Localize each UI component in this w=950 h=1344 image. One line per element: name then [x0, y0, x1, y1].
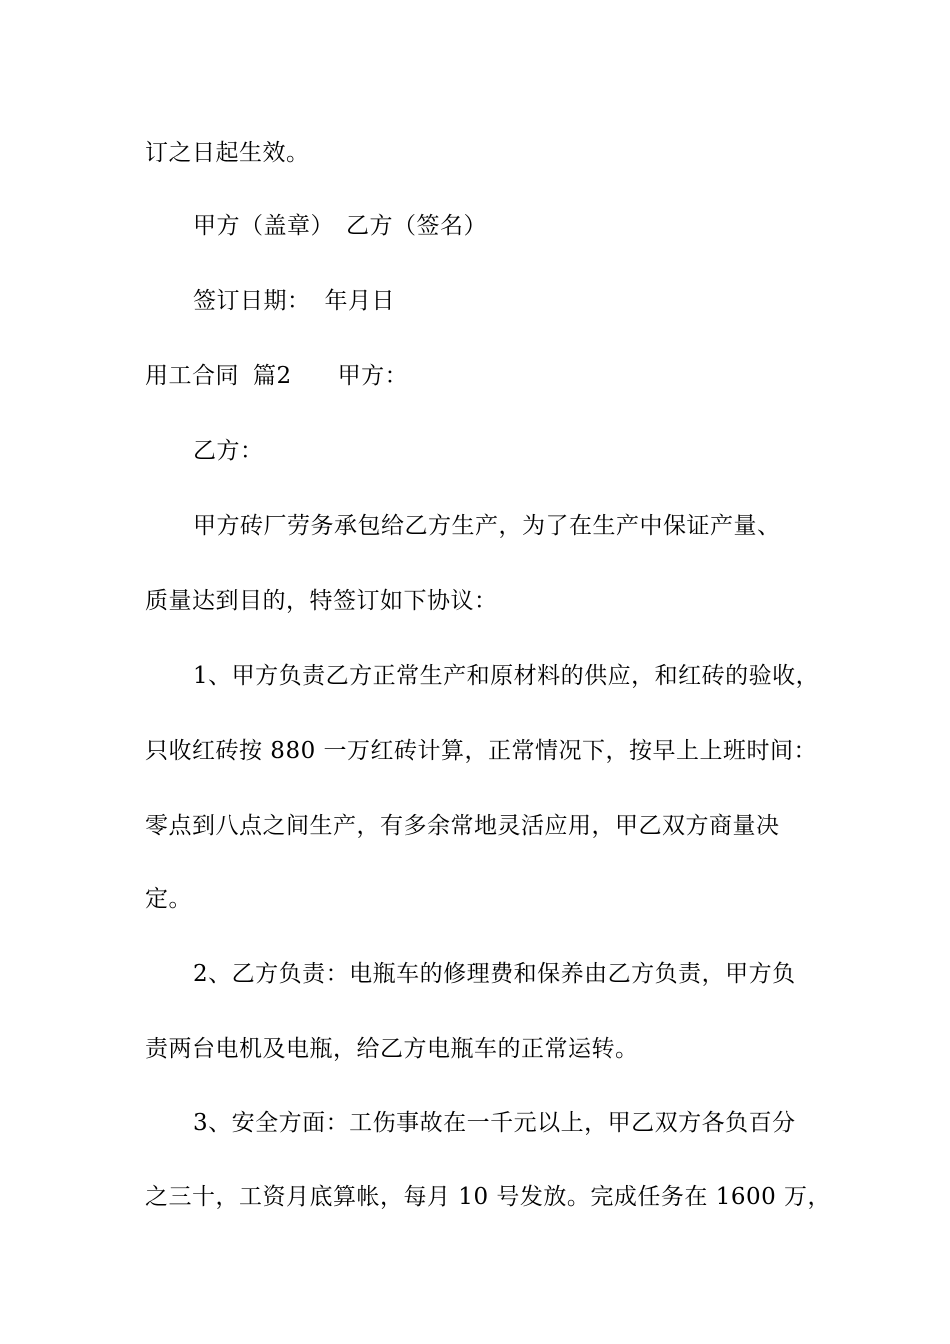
text-fragment: 2、乙方负责：电瓶车的修理费和保养由乙方负责，甲方负 — [193, 961, 796, 987]
text-line — [145, 138, 310, 168]
sign-date-value: 年月日 — [324, 288, 395, 314]
party-a-seal-label: 甲方（盖章） — [193, 213, 334, 239]
clause-2-line — [193, 959, 796, 989]
section-number: 篇2 — [253, 363, 292, 389]
paragraph-line — [145, 1034, 639, 1064]
section-heading-line — [145, 361, 408, 391]
text-fragment: 责两台电机及电瓶，给乙方电瓶车的正常运转。 — [145, 1036, 639, 1062]
party-a-label: 甲方： — [337, 363, 409, 389]
text-fragment: 之三十，工资月底算帐，每月 10 号发放。完成任务在 1600 万， — [145, 1184, 832, 1210]
text-fragment: 质量达到目的，特签订如下协议： — [145, 588, 498, 614]
paragraph-line — [193, 511, 781, 541]
party-b-signature-label: 乙方（签名） — [346, 213, 487, 239]
paragraph-line — [145, 884, 192, 914]
text-fragment: 订之日起生效。 — [145, 140, 310, 166]
sign-date-line — [193, 286, 395, 316]
text-fragment: 定。 — [145, 886, 192, 912]
paragraph-line — [145, 1182, 831, 1212]
text-fragment: 1、甲方负责乙方正常生产和原材料的供应，和红砖的验收， — [193, 663, 820, 689]
text-fragment: 只收红砖按 880 一万红砖计算，正常情况下，按早上上班时间： — [145, 738, 818, 764]
text-fragment: 零点到八点之间生产，有多余常地灵活应用，甲乙双方商量决 — [145, 813, 780, 839]
text-fragment: 3、安全方面：工伤事故在一千元以上，甲乙双方各负百分 — [193, 1110, 796, 1136]
party-b-line — [193, 436, 264, 466]
paragraph-line — [145, 736, 817, 766]
paragraph-line — [145, 586, 498, 616]
sign-date-label: 签订日期： — [193, 288, 311, 314]
contract-title: 用工合同 — [145, 363, 239, 389]
clause-3-line — [193, 1108, 796, 1138]
paragraph-line — [145, 811, 780, 841]
text-fragment: 甲方砖厂劳务承包给乙方生产，为了在生产中保证产量、 — [193, 513, 781, 539]
signature-line — [193, 211, 487, 241]
party-b-label: 乙方： — [193, 438, 264, 464]
clause-1-line — [193, 661, 819, 691]
